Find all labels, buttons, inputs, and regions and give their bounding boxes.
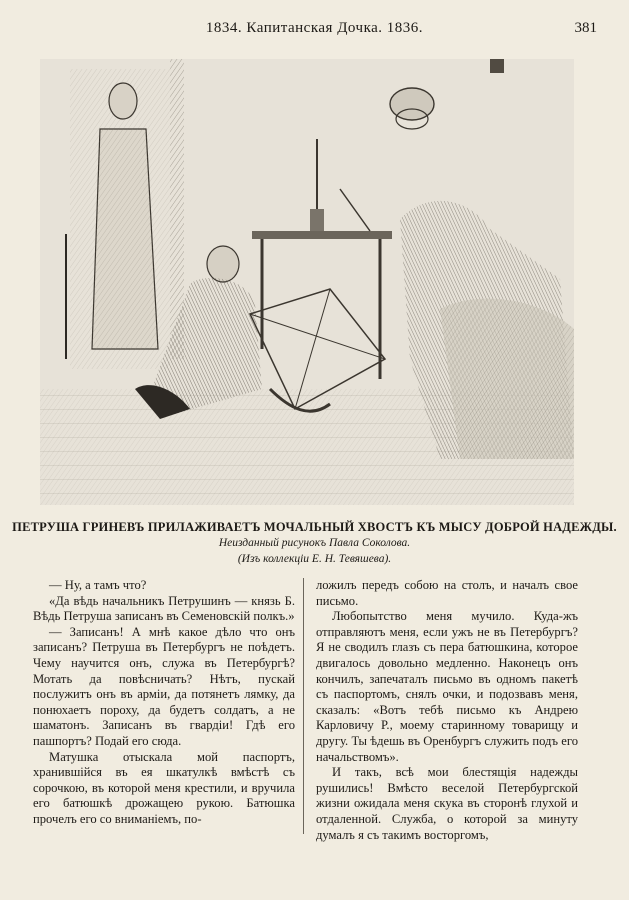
header-title: 1834. Капитанская Дочка. 1836. — [205, 20, 424, 36]
running-header — [0, 20, 629, 42]
engraving-illustration — [40, 59, 574, 505]
right-text-column — [316, 578, 578, 843]
column-divider — [303, 578, 304, 834]
paragraph: Матушка отыскала мой паспортъ, хранившійся въ ея шкатулкѣ вмѣстѣ съ сорочкою, въ которой меня крестили, и вручила его батюшкѣ дрожащею рукою. Батюшка прочелъ его со вниманіемъ, по- — [33, 749, 295, 826]
page-number: 381 — [574, 20, 597, 36]
left-text-column — [33, 578, 295, 828]
paragraph: И такъ, всѣ мои блестящія надежды рушились! Вмѣсто веселой Петербургской жизни ожидала меня скука въ сторонѣ глухой и отдаленной. Служба, о которой за минуту думалъ я съ такимъ восторгомъ, — [316, 765, 578, 842]
paragraph: Любопытство меня мучило. Куда-жъ отправляютъ меня, если ужъ не въ Петербургъ? Я не сводилъ глазъ съ пера батюшкина, которое двигалось довольно медленно. Наконецъ онъ кончилъ, запечаталъ письмо въ одномъ пакетѣ съ паспортомъ, снялъ очки, и подозвавъ меня, сказалъ: «Вотъ тебѣ письмо къ Андрею Карловичу Р., моему старинному товарищу и другу. Ты ѣдешь въ Оренбургъ служить подъ его начальствомъ». — [316, 609, 578, 764]
paragraph: — Ну, а тамъ что? — [49, 578, 147, 592]
illustration-caption: ПЕТРУША ГРИНЕВЪ ПРИЛАЖИВАЕТЪ МОЧАЛЬНЫЙ ХВОСТЪ КЪ МЫСУ ДОБРОЙ НАДЕЖДЫ. — [12, 520, 617, 534]
illustration-credit: Неизданный рисунокъ Павла Соколова. — [218, 537, 411, 549]
paragraph: «Да вѣдь начальникъ Петрушинъ — князь Б. Вѣдь Петруша записанъ въ Семеновскій полкъ.» — [33, 593, 295, 624]
illustration-collection: (Изъ коллекціи Е. Н. Тевяшева). — [237, 553, 392, 565]
paragraph: ложилъ передъ собою на столъ, и началъ свое письмо. — [316, 578, 578, 608]
paragraph: — Записанъ! А мнѣ какое дѣло что онъ записанъ? Петруша въ Петербургъ не поѣдетъ. Чему научится онъ, служа въ Петербургѣ? Мотать да повѣсничать? Нѣтъ, пускай послужитъ онъ въ арміи, да потянетъ лямку, да понюхаетъ пороху, да будетъ солдатъ, а не шаматонъ. Записанъ въ гвардіи! Гдѣ его пашпортъ? Подай его сюда. — [33, 624, 295, 748]
